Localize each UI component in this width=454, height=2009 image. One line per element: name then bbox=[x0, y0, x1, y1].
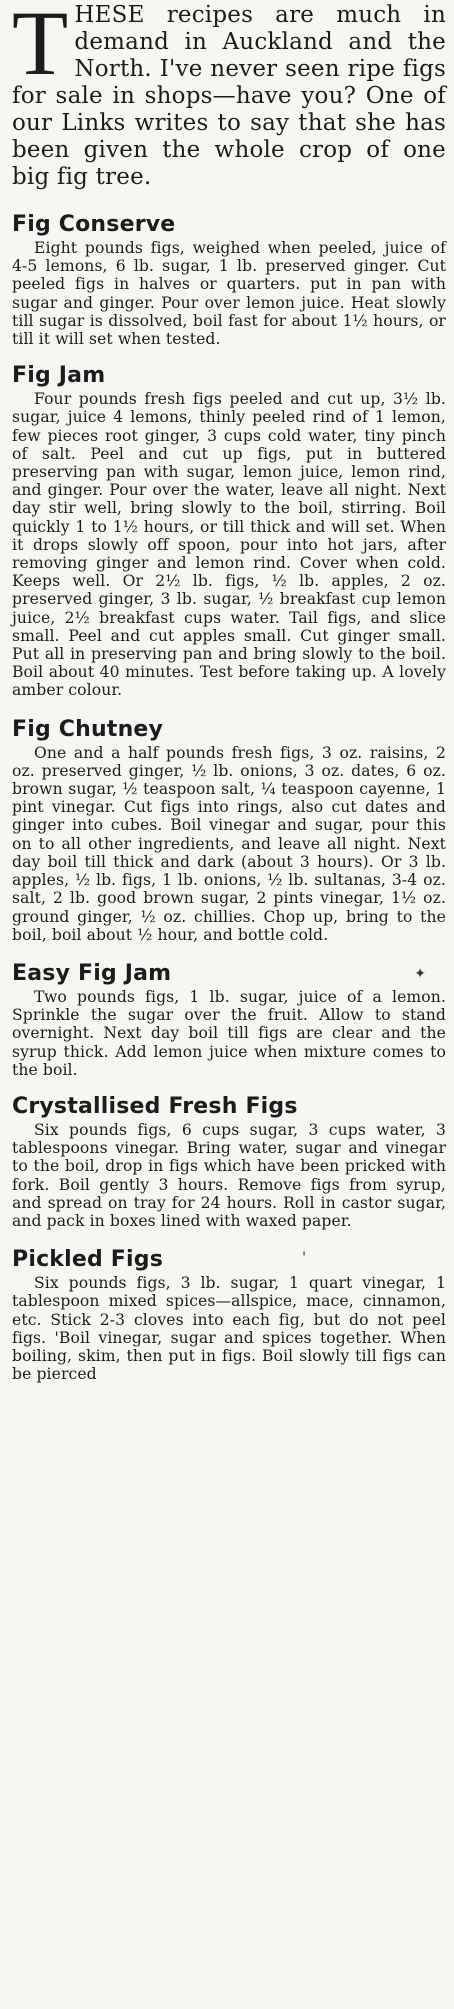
ink-speck: ' bbox=[302, 1250, 306, 1267]
recipe-body: Two pounds figs, 1 lb. sugar, juice of a lemon. Sprinkle the sugar over the fruit. Allow to stand overnight. Next day boil till figs are clear and the syrup thick. Add lemon juice when mixture comes to the boil. bbox=[12, 987, 446, 1079]
recipe-fig-chutney bbox=[12, 716, 446, 944]
recipe-title: Fig Chutney bbox=[12, 716, 164, 742]
recipe-body: One and a half pounds fresh figs, 3 oz. raisins, 2 oz. preserved ginger, ½ lb. onions, 3 oz. dates, 6 oz. brown sugar, ½ teaspoon salt, ¼ teaspoon cayenne, 1 pint vinegar. Cut figs into rings, also cut dates and ginger into cubes. Boil vinegar and sugar, pour this on to all other ingredients, and leave all night. Next day boil till thick and dark (about 3 hours). Or 3 lb. apples, ½ lb. figs, 1 lb. onions, ½ lb. sultanas, 3-4 oz. salt, 2 lb. good brown sugar, 2 pints vinegar, 1½ oz. ground ginger, ½ oz. chillies. Chop up, bring to the boil, boil about ½ hour, and bottle cold. bbox=[12, 743, 446, 944]
recipe-body: Six pounds figs, 6 cups sugar, 3 cups water, 3 tablespoons vinegar. Bring water, sugar and vinegar to the boil, drop in figs which have been pricked with fork. Boil gently 3 hours. Remove figs from syrup, and spread on tray for 24 hours. Roll in castor sugar, and pack in boxes lined with waxed paper. bbox=[12, 1120, 446, 1230]
recipe-title: Crystallised Fresh Figs bbox=[12, 1093, 298, 1119]
intro-text: HESE recipes are much in demand in Auckland and the North. I've never seen ripe figs for sale in shops—have you? One of our Links writes to say that she has been given the whole crop of one big fig tree. bbox=[12, 2, 446, 190]
drop-cap: T bbox=[12, 0, 69, 94]
recipe-title: Easy Fig Jam bbox=[12, 960, 172, 986]
recipe-easy-fig-jam bbox=[12, 960, 446, 1079]
recipe-crystallised-fresh-figs bbox=[12, 1093, 446, 1230]
recipe-title: Pickled Figs bbox=[12, 1247, 164, 1273]
recipe-fig-jam bbox=[12, 362, 446, 699]
recipe-body: Four pounds fresh figs peeled and cut up, 3½ lb. sugar, juice 4 lemons, thinly peeled rind of 1 lemon, few pieces root ginger, 3 cups cold water, tiny pinch of salt. Peel and cut up figs, put in buttered preserving pan with sugar, lemon juice, lemon rind, and ginger. Pour over the water, leave all night. Next day stir well, bring slowly to the boil, stirring. Boil quickly 1 to 1½ hours, or till thick and will set. When it drops slowly off spoon, pour into hot jars, after removing ginger and lemon rind. Cover when cold. Keeps well. Or 2½ lb. figs, ½ lb. apples, 2 oz. preserved ginger, 3 lb. sugar, ½ breakfast cup lemon juice, 2½ breakfast cups water. Tail figs, and slice small. Peel and cut apples small. Cut ginger small. Put all in preserving pan and bring slowly to the boil. Boil about 40 minutes. Test before taking up. A lovely amber colour. bbox=[12, 390, 446, 700]
recipe-fig-conserve bbox=[12, 211, 446, 348]
intro-paragraph bbox=[12, 2, 446, 191]
recipe-body: Six pounds figs, 3 lb. sugar, 1 quart vinegar, 1 tablespoon mixed spices—allspice, mace, cinnamon, etc. Stick 2-3 cloves into each fig, but do not peel figs. 'Boil vinegar, sugar and spices together. When boiling, skim, then put in figs. Boil slowly till figs can be pierced bbox=[12, 1274, 446, 1384]
recipe-pickled-figs bbox=[12, 1246, 446, 1383]
recipe-title: Fig Jam bbox=[12, 363, 106, 389]
ink-speck: ✦ bbox=[414, 965, 426, 982]
recipe-body: Eight pounds figs, weighed when peeled, juice of 4-5 lemons, 6 lb. sugar, 1 lb. preserved ginger. Cut peeled figs in halves or quarters. put in pan with sugar and ginger. Pour over lemon juice. Heat slowly till sugar is dissolved, boil fast for about 1½ hours, or till it will set when tested. bbox=[12, 239, 446, 349]
recipe-title: Fig Conserve bbox=[12, 212, 176, 237]
